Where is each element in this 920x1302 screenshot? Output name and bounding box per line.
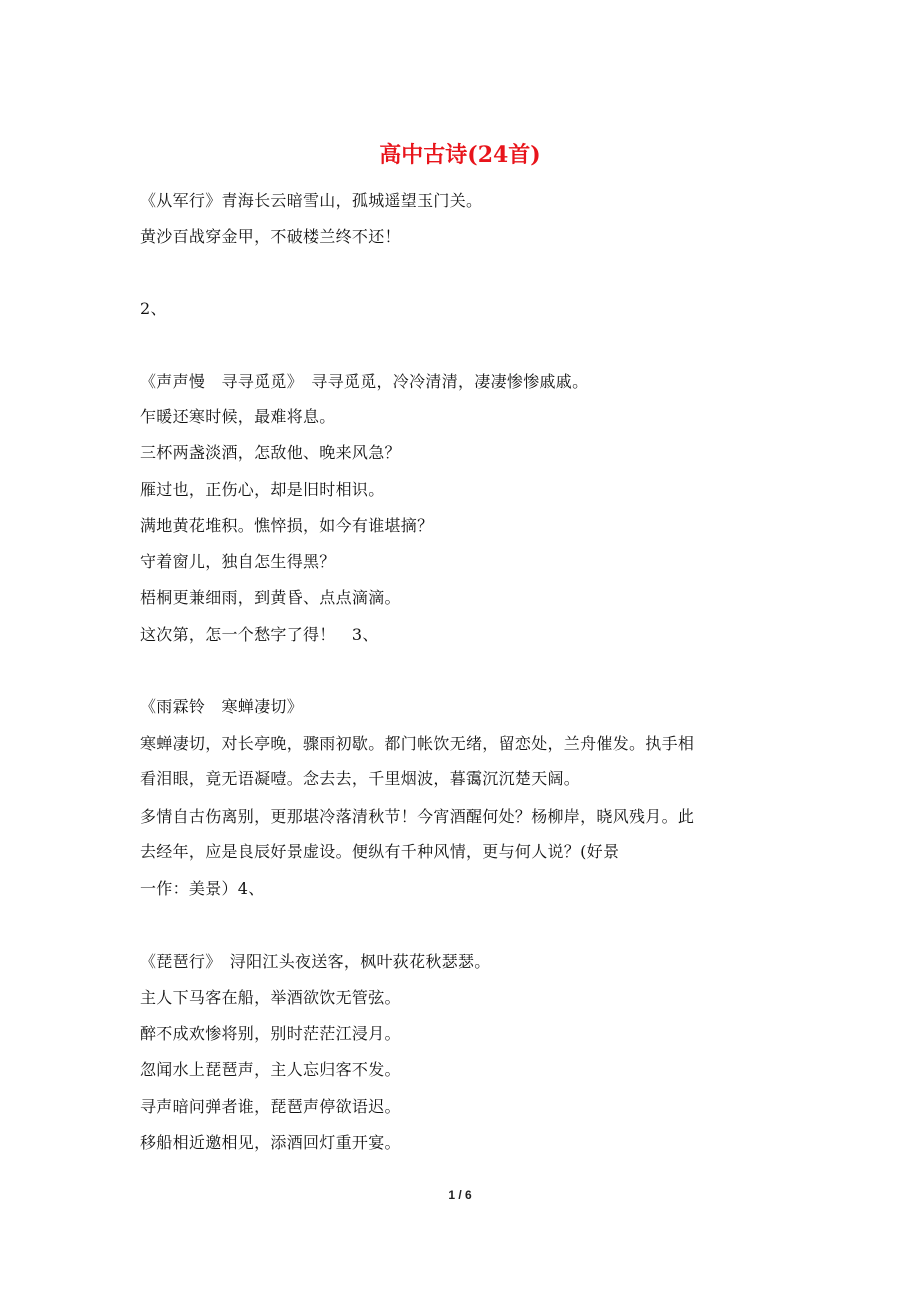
section-number: 2、 — [140, 299, 167, 318]
poem-line: 守着窗儿，独自怎生得黑？ — [140, 552, 336, 571]
poem-line: 黄沙百战穿金甲，不破楼兰终不还！ — [140, 227, 401, 246]
poem-line: 三杯两盏淡酒，怎敌他、晚来风急？ — [140, 443, 401, 462]
poem-line: 《从军行》青海长云暗雪山，孤城遥望玉门关。 — [140, 191, 483, 210]
poem-line: 忽闻水上琵琶声，主人忘归客不发。 — [140, 1060, 401, 1079]
poem-line: 移船相近邀相见，添酒回灯重开宴。 — [140, 1133, 401, 1152]
poem-line: 看泪眼，竟无语凝噎。念去去，千里烟波，暮霭沉沉楚天阔。 — [140, 769, 581, 788]
page-number: 1 / 6 — [448, 1188, 472, 1202]
poem-line: 寒蝉凄切，对长亭晚，骤雨初歇。都门帐饮无绪，留恋处，兰舟催发。执手相 — [140, 734, 695, 753]
poem-line: 雁过也，正伤心，却是旧时相识。 — [140, 480, 385, 499]
poem-line: 乍暖还寒时候，最难将息。 — [140, 407, 336, 426]
poem-line: 一作：美景）4、 — [140, 879, 265, 898]
poem-line: 醉不成欢惨将别，别时茫茫江浸月。 — [140, 1024, 401, 1043]
poem-line: 《声声慢 寻寻觅觅》 寻寻觅觅，冷冷清清，凄凄惨惨戚戚。 — [140, 372, 589, 391]
poem-line: 多情自古伤离别，更那堪冷落清秋节！今宵酒醒何处？杨柳岸，晓风残月。此 — [140, 807, 695, 826]
poem-line: 这次第，怎一个愁字了得！ 3、 — [140, 625, 379, 644]
poem-line: 去经年，应是良辰好景虚设。便纵有千种风情，更与何人说？(好景 — [140, 842, 620, 861]
poem-line: 满地黄花堆积。憔悴损，如今有谁堪摘？ — [140, 516, 434, 535]
poem-line: 寻声暗问弹者谁，琵琶声停欲语迟。 — [140, 1097, 401, 1116]
poem-line: 《雨霖铃 寒蝉凄切》 — [140, 697, 304, 716]
poem-line: 《琵琶行》 浔阳江头夜送客，枫叶荻花秋瑟瑟。 — [140, 952, 491, 971]
page-title: 高中古诗(24首) — [379, 142, 541, 168]
poem-line: 梧桐更兼细雨，到黄昏、点点滴滴。 — [140, 588, 401, 607]
poem-line: 主人下马客在船，举酒欲饮无管弦。 — [140, 988, 401, 1007]
